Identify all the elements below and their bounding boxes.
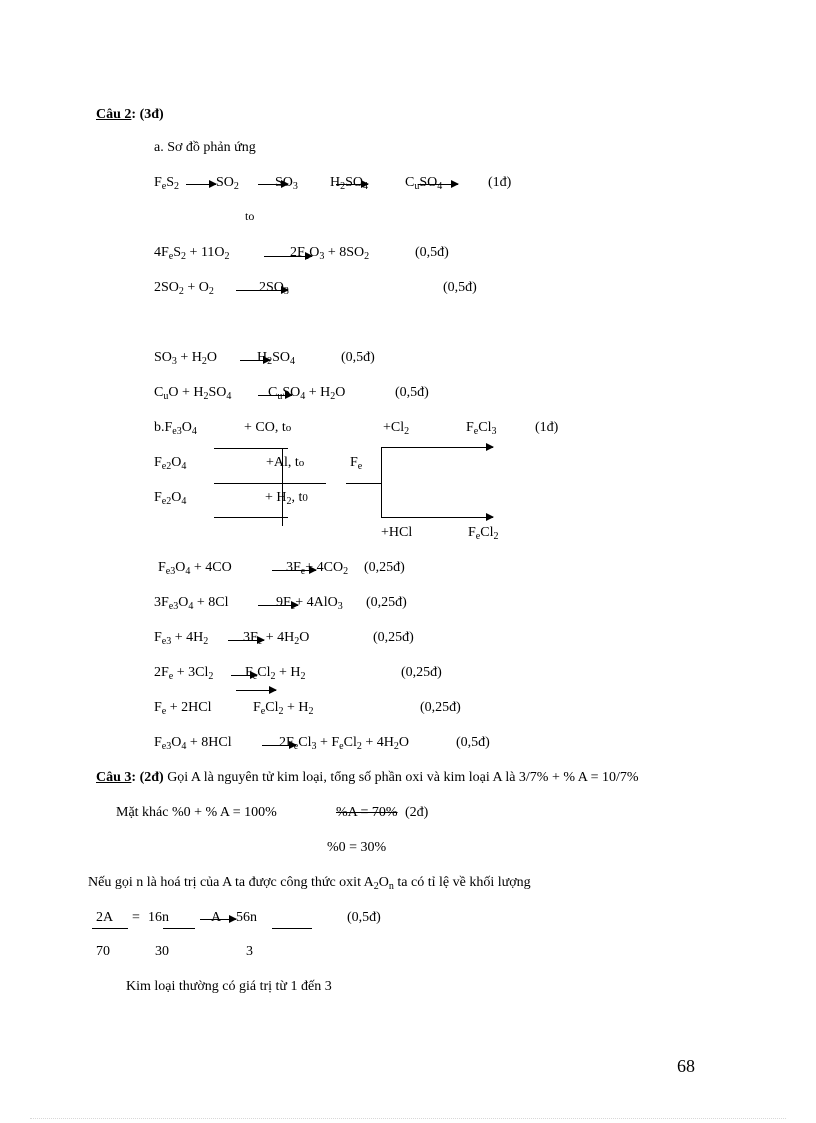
equation-10-product: $2F_eCl_3 + F_eCl_2 + 4H_2O$	[279, 735, 409, 752]
frac-2a: 2A	[96, 910, 114, 925]
formula-so2: $SO_2$	[216, 175, 239, 192]
equation-8-product: $F_eCl_2 + H_2$	[245, 665, 306, 682]
equation-3: $SO_3 + H_2O$	[154, 350, 218, 367]
equation-3-product: $H_2SO_4$	[257, 350, 296, 367]
diagram-line	[381, 447, 382, 517]
score: (0,5đ)	[443, 280, 477, 295]
den-30: 30	[155, 944, 169, 959]
equation-4-product: $C_uSO_4 + H_2O$	[268, 385, 346, 402]
cau3-intro: Gọi A là nguyên tử kim loại, tổng số phần oxi và kim loại A là 3/7% + % A = 10/7%	[167, 770, 639, 785]
score: (0,5đ)	[347, 910, 381, 925]
diagram-line	[282, 448, 283, 526]
score: (0,5đ)	[456, 735, 490, 750]
frac-56n: 56n	[236, 910, 257, 925]
formula-so3: $SO_3$	[275, 175, 298, 192]
score: (0,5đ)	[395, 385, 429, 400]
fraction-bar	[92, 928, 128, 929]
den-70: 70	[96, 944, 110, 959]
diagram-line	[346, 483, 382, 484]
fraction-bar	[163, 928, 195, 929]
formula-fes2: $F_eS_2$	[154, 175, 180, 192]
frac-a: A	[211, 910, 222, 925]
formula-fe2o4: $F_{e2}O_4$	[154, 490, 187, 507]
diagram-line	[214, 483, 326, 484]
cau2-label: Câu 2	[96, 107, 132, 122]
cau2-heading	[96, 106, 164, 124]
reagent-al: +Al, to	[266, 455, 305, 470]
cau3-label: Câu 3	[96, 770, 132, 785]
equation-9: $F_e + 2HCl$	[154, 700, 212, 717]
cau3-line4-text: Nếu gọi n là hoá trị của A ta được công thức oxit A	[88, 875, 374, 890]
reagent-cl2: $+Cl_2$	[383, 420, 410, 437]
score: (2đ)	[405, 805, 429, 820]
cau3-final: Kim loại thường có giá trị từ 1 đến 3	[126, 979, 332, 994]
cau2-points: : (3đ)	[131, 107, 164, 122]
cau3-line3: %0 = 30%	[327, 840, 387, 855]
equation-5-product: $3F_e+ 4CO_2$	[286, 560, 349, 577]
equation-7-product: $3F_e + 4H_2O$	[243, 630, 310, 647]
equation-1-product: $2F_eO_3 + 8SO_2$	[290, 245, 370, 262]
cau3-line2-right: %A = 70%	[336, 805, 398, 820]
reagent-h2: + $H_2$, t0	[265, 490, 308, 507]
cau3-heading	[96, 769, 639, 787]
cau3-line4-tail: ta có tỉ lệ về khối lượng	[393, 875, 531, 890]
reagent-co: + CO, to	[244, 420, 292, 435]
reaction-arrow	[186, 184, 216, 185]
equation-9-product: $F_eCl_2 + H_2$	[253, 700, 314, 717]
score: (0,5đ)	[341, 350, 375, 365]
equation-5: $F_{e3}O_4 + 4CO$	[158, 560, 232, 577]
equation-8: $2F_e + 3Cl_2$	[154, 665, 214, 682]
page-number: 68	[677, 1056, 695, 1076]
equation-6-product: $9F_e+ 4AlO_3$	[276, 595, 343, 612]
score: (0,25đ)	[364, 560, 405, 575]
formula-fe: $F_e$	[350, 455, 363, 472]
cau3-line4: Nếu gọi n là hoá trị của A ta được công thức oxit $A_2O_n$ ta có tỉ lệ về khối lượng	[88, 875, 531, 892]
formula-fe2o4: $F_{e2}O_4$	[154, 455, 187, 472]
frac-eq: =	[132, 910, 140, 925]
formula-cuso4: $C_uSO_4$	[405, 175, 443, 192]
equation-2: $2SO_2 + O_2$	[154, 280, 214, 297]
formula-fecl2: $F_eCl_2$	[468, 525, 499, 542]
diagram-line	[214, 517, 288, 518]
cau3-points: : (2đ)	[131, 770, 164, 785]
score: (0,25đ)	[401, 665, 442, 680]
score: (0,5đ)	[415, 245, 449, 260]
fraction-bar	[272, 928, 312, 929]
part-b-fe3o4: $b.F_{e3}O_4$	[154, 420, 197, 437]
equation-4: $C_uO + H_2SO_4$	[154, 385, 232, 402]
equation-1: $4F_eS_2 + 11O_2$	[154, 245, 230, 262]
equation-7: $F_{e3} + 4H_2$	[154, 630, 209, 647]
score: (1đ)	[535, 420, 559, 435]
temperature-label: to	[245, 209, 255, 223]
diagram-line	[214, 448, 288, 449]
reagent-hcl: +HCl	[381, 525, 413, 540]
score: (1đ)	[488, 175, 512, 190]
cau3-line2-left: Mặt khác %0 + % A = 100%	[116, 805, 277, 820]
footer-divider	[30, 1118, 786, 1119]
reaction-arrow	[200, 919, 236, 920]
score: (0,25đ)	[373, 630, 414, 645]
reaction-arrow	[381, 447, 493, 448]
den-3: 3	[246, 944, 253, 959]
equation-2-product: $2SO_3$	[259, 280, 289, 297]
equation-10: $F_{e3}O_4 + 8HCl$	[154, 735, 232, 752]
score: (0,25đ)	[420, 700, 461, 715]
reaction-arrow	[236, 690, 276, 691]
formula-h2so4: $H_2SO_4$	[330, 175, 369, 192]
reaction-arrow	[381, 517, 493, 518]
equation-6: $3F_{e3}O_4 + 8Cl$	[154, 595, 229, 612]
score: (0,25đ)	[366, 595, 407, 610]
cau2-a-title: a. Sơ đồ phản ứng	[154, 140, 256, 155]
frac-16n: 16n	[148, 910, 169, 925]
formula-fecl3: $F_eCl_3$	[466, 420, 497, 437]
